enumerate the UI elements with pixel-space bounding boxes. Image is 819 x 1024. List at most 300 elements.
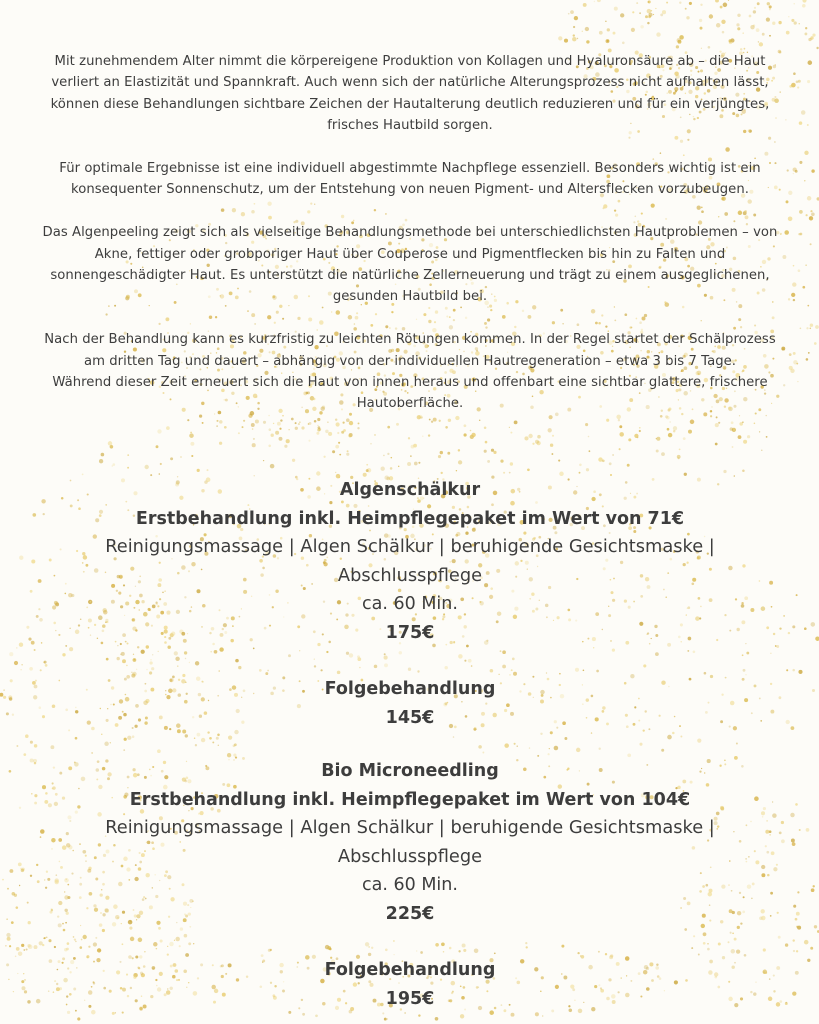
glitter-speck [806,358,809,361]
glitter-speck [34,744,37,747]
glitter-speck [166,426,170,430]
glitter-speck [754,7,756,9]
glitter-speck [12,714,14,716]
glitter-speck [816,47,818,49]
glitter-speck [586,40,589,43]
glitter-speck [370,443,372,445]
treatment-description-cont: Abschlusspflege [337,564,483,586]
glitter-speck [224,426,227,429]
glitter-speck [384,1018,387,1021]
glitter-speck [794,3,795,4]
glitter-speck [18,951,22,955]
glitter-speck [612,454,614,456]
glitter-speck [24,979,26,981]
glitter-speck [631,28,635,32]
treatment-bio-microneedling [40,757,780,1013]
glitter-speck [381,467,385,471]
follow-treatment-price: 145€ [385,707,435,728]
glitter-speck [156,445,159,448]
glitter-speck [739,422,743,426]
glitter-speck [527,468,530,471]
glitter-speck [31,559,35,563]
glitter-speck [736,743,738,745]
glitter-speck [676,45,679,48]
glitter-speck [25,734,29,738]
glitter-speck [28,638,31,641]
glitter-speck [428,434,430,436]
glitter-speck [30,875,32,877]
glitter-speck [251,423,255,427]
glitter-speck [730,427,733,430]
glitter-speck [807,196,811,200]
glitter-speck [21,944,24,947]
glitter-speck [514,421,518,425]
glitter-speck [737,27,740,30]
glitter-speck [806,828,810,832]
glitter-speck [295,427,298,430]
treatment-name: Algenschälkur [339,480,481,500]
glitter-speck [667,735,672,740]
glitter-speck [453,736,455,738]
glitter-speck [271,434,274,437]
glitter-speck [802,286,805,289]
glitter-speck [622,42,625,45]
glitter-speck [554,746,559,751]
glitter-speck [795,803,798,806]
glitter-speck [589,450,591,452]
glitter-speck [194,737,195,738]
glitter-speck [517,746,518,747]
glitter-speck [16,745,18,747]
glitter-speck [599,31,603,35]
glitter-speck [127,736,131,740]
glitter-speck [338,442,340,444]
glitter-speck [29,667,33,671]
glitter-speck [766,415,767,416]
glitter-speck [160,463,162,465]
glitter-speck [343,429,346,432]
glitter-speck [793,173,794,174]
glitter-speck [191,455,193,457]
glitter-speck [793,360,797,364]
glitter-speck [786,31,790,35]
glitter-speck [418,1014,420,1016]
glitter-speck [739,415,740,416]
glitter-speck [759,42,763,46]
glitter-speck [769,8,771,10]
glitter-speck [348,434,351,437]
glitter-speck [788,298,790,300]
glitter-speck [805,27,807,29]
glitter-speck [337,432,339,434]
glitter-speck [550,443,553,446]
glitter-speck [749,15,752,18]
glitter-speck [793,950,795,952]
glitter-speck [9,697,12,700]
glitter-speck [127,467,129,469]
glitter-speck [263,421,266,424]
glitter-speck [366,469,369,472]
treatment-name: Bio Microneedling [321,761,499,781]
glitter-speck [190,442,194,446]
glitter-speck [327,421,329,423]
glitter-speck [101,453,105,457]
glitter-speck [787,169,789,171]
glitter-speck [715,423,719,427]
glitter-speck [747,435,750,438]
glitter-speck [75,737,78,740]
first-treatment-label: Erstbehandlung inkl. Heimpflegepaket im Wert von 104€ [129,789,691,810]
glitter-speck [808,352,810,354]
glitter-speck [243,420,245,422]
intro-paragraph: Mit zunehmendem Alter nimmt die körpereigene Produktion von Kollagen und Hyaluronsäure ab – die Haut verliert an Elastizität und Spannkraft. Auch wenn sich der natürliche Alterungsprozess nicht aufhalten lässt, können diese Behandlungen sichtbare Zeichen der Hautalterung deutlich reduzieren und für ein verjüngtes, frisches Hautbild sorgen. [50,54,770,134]
glitter-speck [761,450,762,451]
follow-treatment-price: 195€ [385,988,435,1009]
glitter-speck [20,669,21,670]
glitter-speck [339,454,341,456]
glitter-speck [335,445,339,449]
glitter-speck [358,422,360,424]
glitter-speck [792,282,796,286]
glitter-speck [548,753,550,755]
glitter-speck [647,22,649,24]
glitter-speck [535,440,539,444]
glitter-speck [314,420,317,423]
glitter-speck [810,323,813,326]
glitter-speck [810,947,813,950]
glitter-speck [653,14,654,15]
glitter-speck [807,124,809,126]
glitter-speck [335,472,336,473]
glitter-speck [721,20,725,24]
glitter-speck [793,939,795,941]
glitter-speck [308,440,310,442]
glitter-speck [789,353,792,356]
glitter-speck [685,8,687,10]
glitter-speck [701,48,702,49]
glitter-speck [679,448,681,450]
glitter-speck [157,429,161,433]
glitter-speck [783,615,785,617]
glitter-speck [552,435,554,437]
glitter-speck [568,13,570,15]
glitter-speck [448,419,451,422]
glitter-speck [445,426,448,429]
glitter-speck [104,742,109,747]
glitter-speck [309,422,312,425]
glitter-speck [585,423,588,426]
glitter-speck [217,734,220,737]
glitter-speck [325,430,328,433]
glitter-speck [804,940,809,945]
glitter-speck [804,32,807,35]
glitter-speck [8,979,9,980]
glitter-speck [736,23,739,26]
glitter-speck [510,462,513,465]
glitter-speck [572,37,576,41]
glitter-speck [743,440,747,444]
glitter-speck [23,973,24,974]
glitter-speck [429,419,431,421]
glitter-speck [509,427,510,428]
glitter-speck [34,685,38,689]
glitter-speck [0,693,3,697]
glitter-speck [796,950,798,952]
glitter-speck [804,627,807,630]
glitter-speck [202,422,204,424]
glitter-speck [30,741,33,744]
glitter-speck [7,888,9,890]
glitter-speck [315,1014,318,1017]
glitter-speck [579,464,582,467]
glitter-speck [754,423,756,425]
glitter-speck [479,420,480,421]
glitter-speck [19,885,20,886]
glitter-speck [607,28,610,31]
glitter-speck [807,80,810,83]
glitter-speck [456,470,457,471]
glitter-speck [656,437,660,441]
glitter-speck [6,933,10,937]
glitter-speck [252,428,254,430]
glitter-speck [558,460,560,462]
glitter-speck [242,426,244,428]
intro-paragraph: Für optimale Ergebnisse ist eine individuell abgestimmte Nachpflege essenziell. Besonders wichtig ist ein konsequenter Sonnenschutz, um der Entstehung von neuen Pigment- und Altersflecken vorzubeugen. [59,161,761,198]
glitter-speck [570,10,574,14]
glitter-speck [23,949,25,951]
glitter-speck [15,956,17,958]
glitter-speck [323,456,325,458]
glitter-speck [778,21,781,24]
glitter-speck [679,1,681,3]
glitter-speck [788,632,790,634]
glitter-speck [317,418,320,421]
glitter-speck [715,0,719,3]
glitter-speck [549,415,553,419]
glitter-speck [145,465,149,469]
glitter-speck [670,421,671,422]
glitter-speck [651,10,653,12]
glitter-speck [627,464,630,467]
glitter-speck [647,9,652,14]
glitter-speck [514,743,516,745]
treatment-duration: ca. 60 Min. [362,594,458,614]
glitter-speck [438,455,441,458]
glitter-speck [808,60,813,65]
glitter-speck [769,5,772,8]
glitter-speck [639,743,642,746]
glitter-speck [772,22,775,25]
glitter-speck [548,428,552,432]
glitter-speck [26,626,29,629]
glitter-speck [417,415,421,419]
glitter-speck [441,472,443,474]
glitter-speck [737,14,740,17]
glitter-speck [619,432,624,437]
aftercare-text-2: Während dieser Zeit erneuert sich die Haut von innen heraus und offenbart eine sichtbar glattere, frischere Hautoberfläche. [52,375,768,412]
glitter-speck [811,622,816,627]
glitter-speck [731,421,734,424]
glitter-speck [614,7,618,11]
glitter-speck [660,415,663,418]
glitter-speck [510,432,512,434]
glitter-speck [738,435,742,439]
glitter-speck [767,2,770,5]
glitter-speck [588,436,590,438]
glitter-speck [742,32,744,34]
glitter-speck [758,41,759,42]
glitter-speck [9,869,13,873]
glitter-speck [34,945,38,949]
glitter-speck [802,0,806,3]
glitter-speck [628,438,631,441]
glitter-speck [639,430,641,432]
glitter-speck [636,2,638,4]
glitter-speck [788,191,792,195]
glitter-speck [159,473,161,475]
glitter-speck [197,469,200,472]
follow-treatment-label: Folgebehandlung [324,960,496,980]
glitter-speck [253,438,255,440]
glitter-speck [234,743,237,746]
glitter-speck [77,1017,80,1020]
glitter-speck [299,421,300,422]
glitter-speck [187,419,189,421]
glitter-speck [343,422,345,424]
glitter-speck [528,434,532,438]
glitter-speck [620,13,624,17]
glitter-speck [678,457,680,459]
follow-treatment-label: Folgebehandlung [324,679,496,699]
glitter-speck [798,269,801,272]
glitter-speck [16,947,20,951]
glitter-speck [346,453,349,456]
glitter-speck [482,752,484,754]
treatment-algenschaelkur [40,476,780,732]
glitter-speck [390,467,393,470]
glitter-speck [700,27,703,30]
glitter-speck [807,959,810,962]
glitter-speck [509,472,511,474]
treatment-description: Reinigungsmassage | Algen Schälkur | beruhigende Gesichtsmaske | [105,536,715,557]
glitter-speck [493,451,496,454]
glitter-speck [732,446,734,448]
glitter-speck [383,455,385,457]
glitter-speck [766,436,768,438]
glitter-speck [640,25,643,28]
glitter-speck [34,649,36,651]
glitter-speck [815,636,819,641]
glitter-speck [36,864,38,866]
glitter-speck [709,14,713,18]
glitter-speck [374,434,375,435]
glitter-speck [655,8,656,9]
glitter-speck [788,16,789,17]
glitter-speck [269,428,272,431]
glitter-speck [791,839,795,843]
glitter-speck [574,16,578,20]
glitter-speck [793,299,795,301]
glitter-speck [209,737,212,740]
glitter-speck [228,736,232,740]
glitter-speck [811,213,815,217]
glitter-speck [268,415,270,417]
glitter-speck [33,695,37,699]
glitter-speck [464,424,467,427]
treatment-description: Reinigungsmassage | Algen Schälkur | beruhigende Gesichtsmaske | [105,817,715,838]
glitter-speck [672,732,675,735]
glitter-speck [30,590,33,593]
glitter-speck [796,80,799,83]
glitter-speck [238,432,240,434]
glitter-speck [577,38,578,39]
glitter-speck [686,16,689,19]
glitter-speck [791,726,795,730]
glitter-speck [720,6,723,9]
glitter-speck [618,419,620,421]
glitter-speck [219,420,223,424]
glitter-speck [503,472,505,474]
glitter-speck [216,737,219,740]
glitter-speck [799,121,803,125]
glitter-speck [28,921,31,924]
glitter-speck [207,469,209,471]
glitter-speck [328,432,332,436]
glitter-speck [216,420,218,422]
glitter-speck [796,912,800,916]
glitter-speck [796,594,798,596]
glitter-speck [34,794,37,797]
glitter-speck [277,422,281,426]
glitter-speck [812,34,815,37]
glitter-speck [722,31,725,34]
glitter-speck [10,679,13,682]
glitter-speck [23,753,26,756]
glitter-speck [435,1017,439,1021]
glitter-speck [723,3,728,8]
glitter-speck [484,426,487,429]
glitter-speck [729,39,732,42]
glitter-speck [524,436,528,440]
glitter-speck [549,748,550,749]
glitter-speck [805,265,806,266]
glitter-speck [793,352,796,355]
glitter-speck [275,431,279,435]
glitter-speck [815,325,819,329]
glitter-speck [759,431,760,432]
glitter-speck [216,425,218,427]
glitter-speck [295,422,297,424]
glitter-speck [794,21,797,24]
glitter-speck [101,734,102,735]
glitter-speck [268,445,271,448]
glitter-speck [212,741,214,743]
glitter-speck [132,735,135,738]
glitter-speck [728,0,729,1]
glitter-speck [716,416,718,418]
glitter-speck [470,430,472,432]
glitter-speck [809,216,813,220]
glitter-speck [697,738,701,742]
glitter-speck [810,243,812,245]
glitter-speck [666,416,670,420]
glitter-speck [667,428,670,431]
glitter-speck [91,752,92,753]
glitter-speck [19,643,23,647]
glitter-speck [16,647,18,649]
glitter-speck [292,459,295,462]
glitter-speck [460,1014,464,1018]
